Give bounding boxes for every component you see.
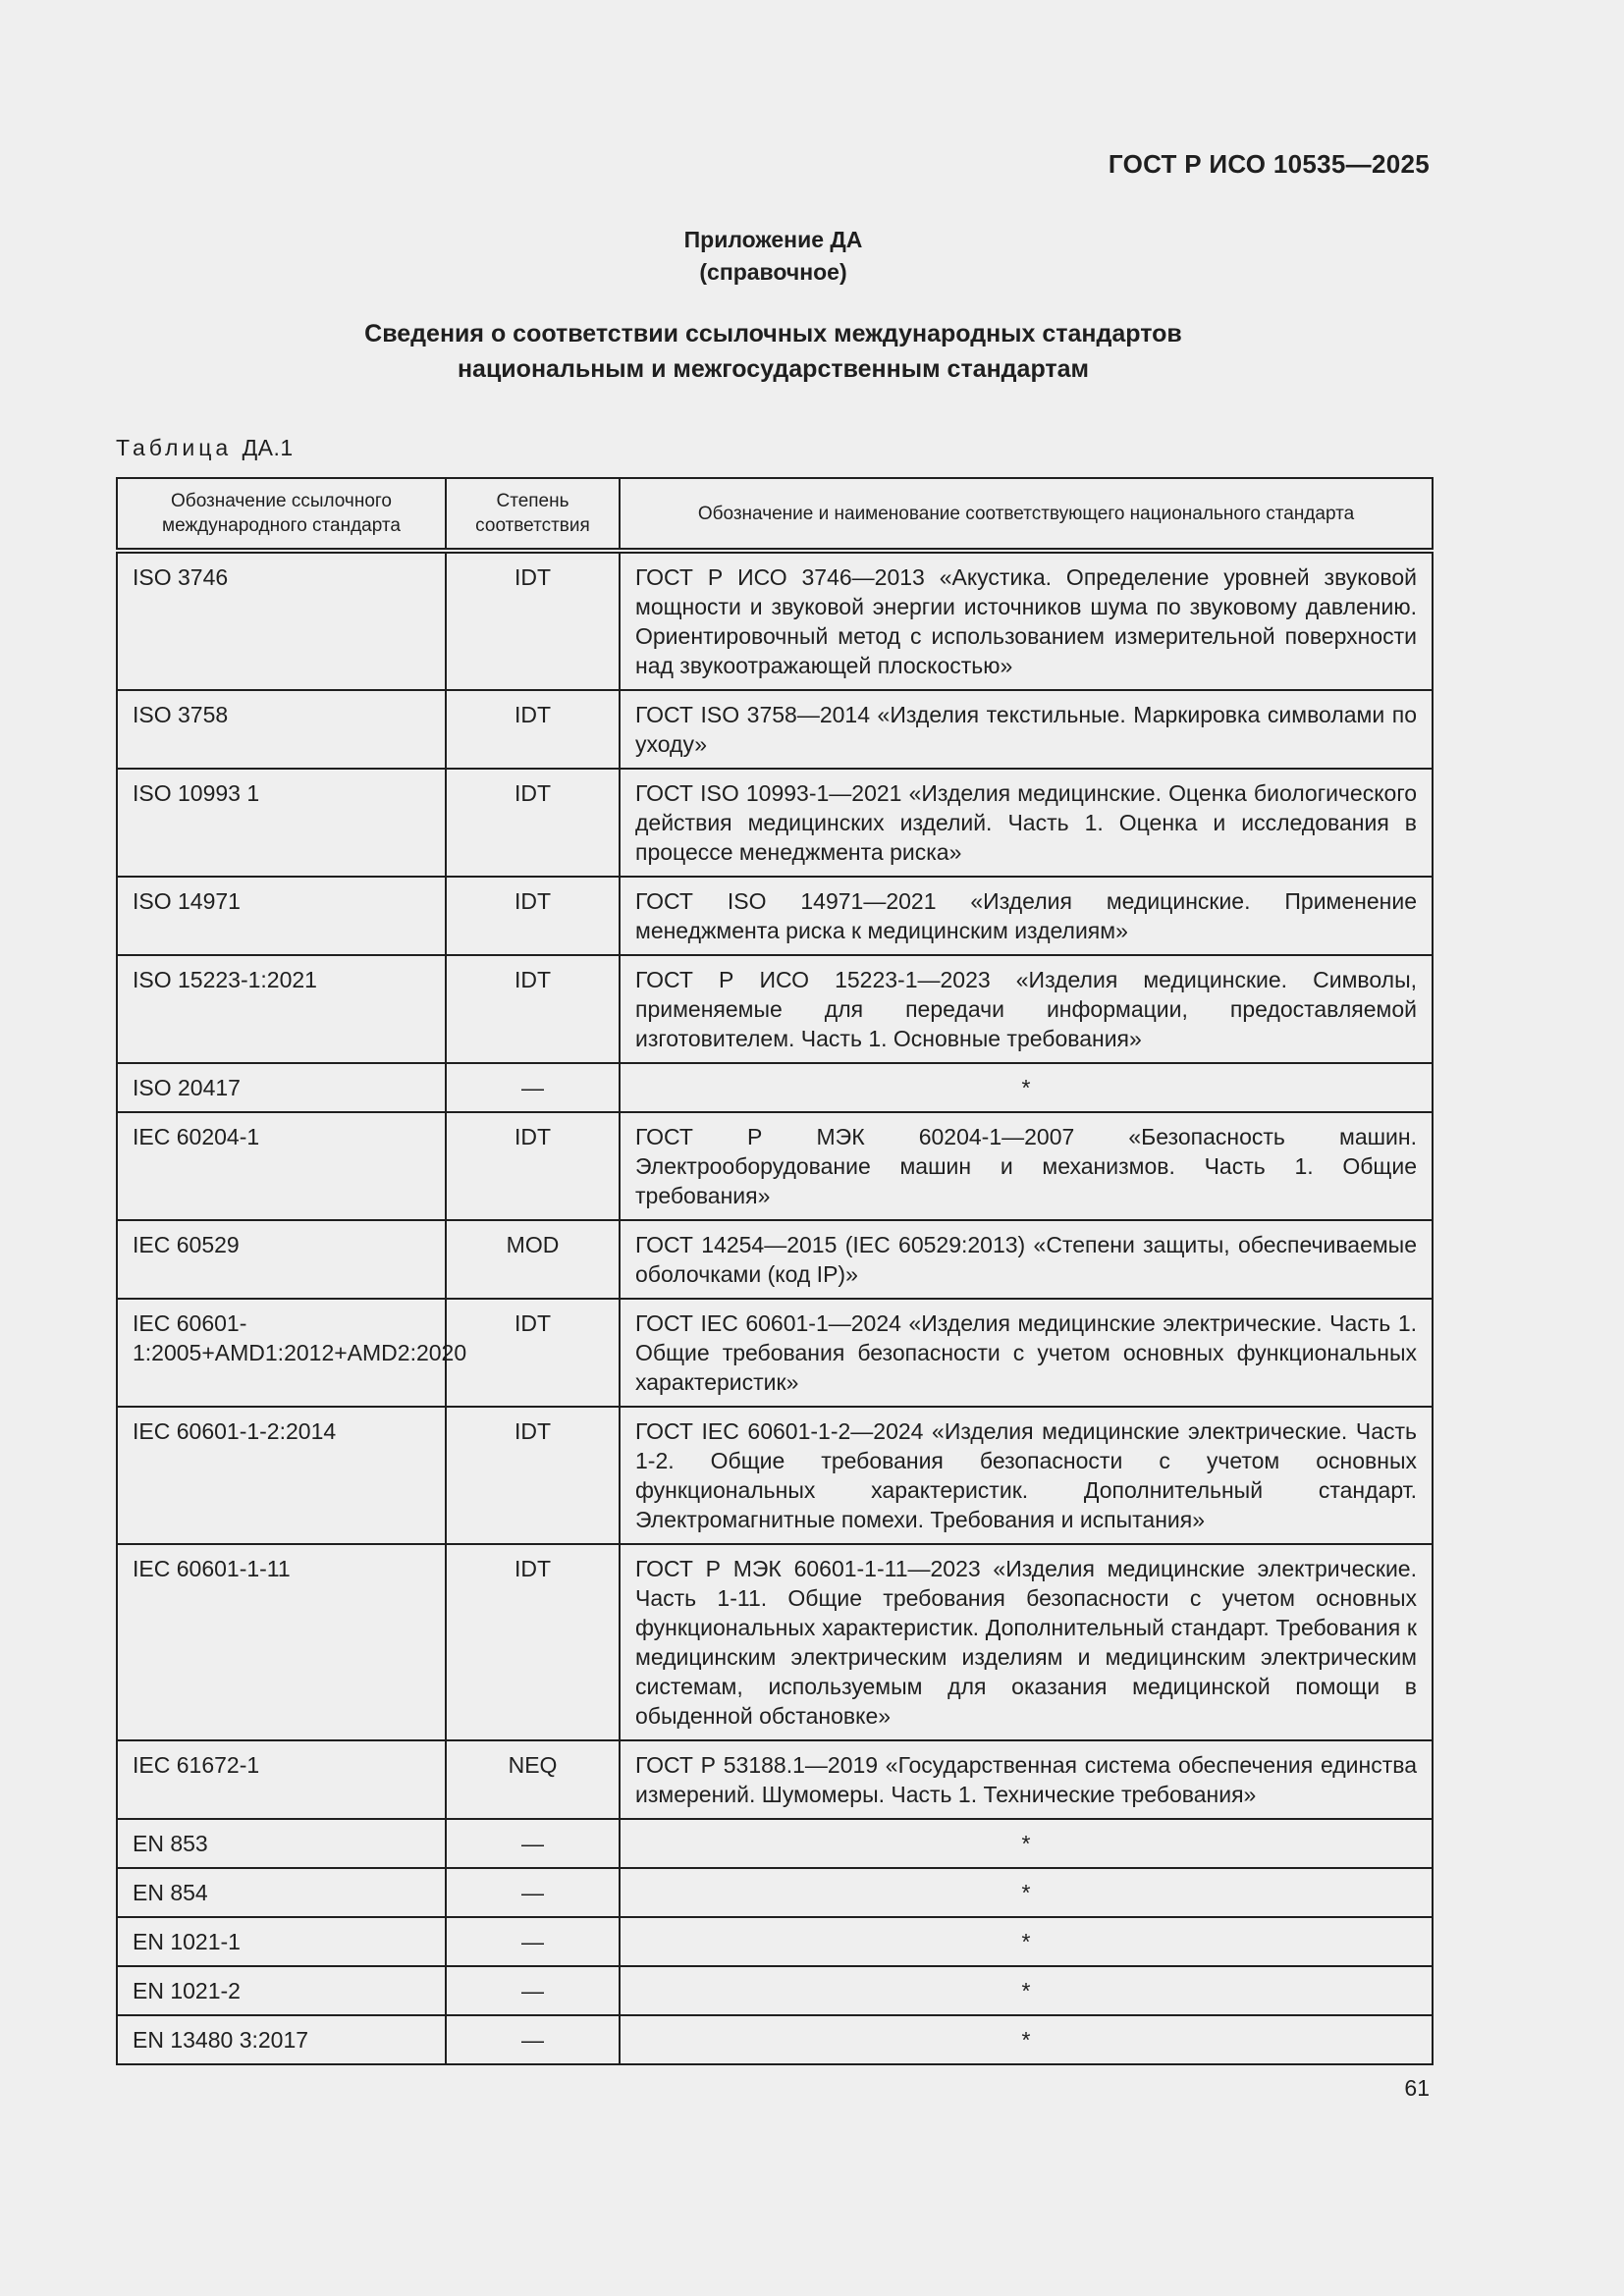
- reference-standard-cell: EN 1021-2: [117, 1966, 446, 2015]
- appendix-heading: [0, 224, 1546, 289]
- reference-standard-cell: IEC 61672-1: [117, 1740, 446, 1819]
- national-standard-cell: *: [620, 1917, 1433, 1966]
- table-caption: [116, 435, 294, 461]
- reference-standard-cell: IEC 60601-1:2005+AMD1:2012+AMD2:2020: [117, 1299, 446, 1407]
- reference-standard-cell: IEC 60529: [117, 1220, 446, 1299]
- section-heading-line: национальным и межгосударственным стандартам: [457, 355, 1090, 383]
- table-row: [117, 1819, 1433, 1868]
- degree-cell: NEQ: [446, 1740, 620, 1819]
- table-row: [117, 551, 1433, 690]
- reference-standard-cell: ISO 3758: [117, 690, 446, 769]
- table-row: [117, 877, 1433, 955]
- reference-standard-cell: ISO 20417: [117, 1063, 446, 1112]
- degree-cell: IDT: [446, 877, 620, 955]
- reference-standard-cell: ISO 3746: [117, 551, 446, 690]
- column-header-national-standard: Обозначение и наименование соответствующего национального стандарта: [620, 478, 1433, 551]
- national-standard-cell: ГОСТ IEC 60601-1—2024 «Изделия медицинские электрические. Часть 1. Общие требования безопасности с учетом основных функциональных характеристик»: [620, 1299, 1433, 1407]
- national-standard-cell: ГОСТ 14254—2015 (IEC 60529:2013) «Степени защиты, обеспечиваемые оболочками (код IP)»: [620, 1220, 1433, 1299]
- table-row: [117, 955, 1433, 1063]
- column-header-reference-standard: Обозначение ссылочного международного стандарта: [117, 478, 446, 551]
- national-standard-cell: ГОСТ ISO 3758—2014 «Изделия текстильные. Маркировка символами по уходу»: [620, 690, 1433, 769]
- degree-cell: —: [446, 1917, 620, 1966]
- national-standard-cell: ГОСТ Р 53188.1—2019 «Государственная система обеспечения единства измерений. Шумомеры. Часть 1. Технические требования»: [620, 1740, 1433, 1819]
- table-row: [117, 1407, 1433, 1544]
- standards-table: [116, 477, 1434, 2065]
- national-standard-cell: ГОСТ ISO 14971—2021 «Изделия медицинские. Применение менеджмента риска к медицинским изделиям»: [620, 877, 1433, 955]
- table-body: [117, 551, 1433, 2064]
- degree-cell: IDT: [446, 1407, 620, 1544]
- degree-cell: —: [446, 1868, 620, 1917]
- column-header-degree: Степень соответствия: [446, 478, 620, 551]
- reference-standard-cell: IEC 60204-1: [117, 1112, 446, 1220]
- national-standard-cell: *: [620, 2015, 1433, 2064]
- table-header-row: [117, 478, 1433, 551]
- appendix-title: Приложение ДА: [683, 227, 863, 252]
- reference-standard-cell: ISO 14971: [117, 877, 446, 955]
- table-row: [117, 769, 1433, 877]
- degree-cell: IDT: [446, 1112, 620, 1220]
- table-row: [117, 1868, 1433, 1917]
- reference-standard-cell: EN 13480 3:2017: [117, 2015, 446, 2064]
- degree-cell: IDT: [446, 1299, 620, 1407]
- table-caption-number: ДА.1: [242, 435, 294, 460]
- reference-standard-cell: ISO 15223-1:2021: [117, 955, 446, 1063]
- table-row: [117, 1966, 1433, 2015]
- degree-cell: IDT: [446, 769, 620, 877]
- reference-standard-cell: EN 853: [117, 1819, 446, 1868]
- page-number: 61: [1404, 2075, 1430, 2101]
- table-row: [117, 2015, 1433, 2064]
- national-standard-cell: ГОСТ ISO 10993-1—2021 «Изделия медицинские. Оценка биологического действия медицинских изделий. Часть 1. Оценка и исследования в процессе менеджмента риска»: [620, 769, 1433, 877]
- table-row: [117, 1740, 1433, 1819]
- national-standard-cell: ГОСТ IEC 60601-1-2—2024 «Изделия медицинские электрические. Часть 1-2. Общие требования безопасности с учетом основных функциональных характеристик. Дополнительный стандарт. Электромагнитные помехи. Требования и испытания»: [620, 1407, 1433, 1544]
- table-row: [117, 1299, 1433, 1407]
- table-row: [117, 1917, 1433, 1966]
- degree-cell: IDT: [446, 690, 620, 769]
- document-code: ГОСТ Р ИСО 10535—2025: [1108, 149, 1430, 179]
- national-standard-cell: ГОСТ Р ИСО 3746—2013 «Акустика. Определение уровней звуковой мощности и звуковой энергии источников шума по звуковому давлению. Ориентировочный метод с использованием измерительной поверхности над звукоотражающей плоскостью»: [620, 551, 1433, 690]
- degree-cell: IDT: [446, 1544, 620, 1740]
- table-row: [117, 1220, 1433, 1299]
- section-heading: [0, 316, 1546, 387]
- degree-cell: MOD: [446, 1220, 620, 1299]
- degree-cell: —: [446, 1063, 620, 1112]
- degree-cell: —: [446, 1819, 620, 1868]
- national-standard-cell: *: [620, 1966, 1433, 2015]
- degree-cell: IDT: [446, 551, 620, 690]
- reference-standard-cell: IEC 60601-1-11: [117, 1544, 446, 1740]
- table-caption-word: Таблица: [116, 435, 233, 460]
- degree-cell: IDT: [446, 955, 620, 1063]
- national-standard-cell: *: [620, 1063, 1433, 1112]
- reference-standard-cell: EN 854: [117, 1868, 446, 1917]
- national-standard-cell: ГОСТ Р ИСО 15223-1—2023 «Изделия медицинские. Символы, применяемые для передачи информации, предоставляемой изготовителем. Часть 1. Основные требования»: [620, 955, 1433, 1063]
- national-standard-cell: *: [620, 1868, 1433, 1917]
- national-standard-cell: ГОСТ Р МЭК 60601-1-11—2023 «Изделия медицинские электрические. Часть 1-11. Общие требования безопасности с учетом основных функциональных характеристик. Дополнительный стандарт. Требования к медицинским электрическим изделиям и медицинским электрическим системам, используемым для оказания медицинской помощи в обыденной обстановке»: [620, 1544, 1433, 1740]
- table-row: [117, 690, 1433, 769]
- table-row: [117, 1544, 1433, 1740]
- reference-standard-cell: IEC 60601-1-2:2014: [117, 1407, 446, 1544]
- table-row: [117, 1063, 1433, 1112]
- national-standard-cell: ГОСТ Р МЭК 60204-1—2007 «Безопасность машин. Электрооборудование машин и механизмов. Часть 1. Общие требования»: [620, 1112, 1433, 1220]
- appendix-subtitle: (справочное): [699, 259, 847, 285]
- section-heading-line: Сведения о соответствии ссылочных международных стандартов: [364, 320, 1182, 347]
- reference-standard-cell: EN 1021-1: [117, 1917, 446, 1966]
- degree-cell: —: [446, 2015, 620, 2064]
- table-row: [117, 1112, 1433, 1220]
- degree-cell: —: [446, 1966, 620, 2015]
- national-standard-cell: *: [620, 1819, 1433, 1868]
- reference-standard-cell: ISO 10993 1: [117, 769, 446, 877]
